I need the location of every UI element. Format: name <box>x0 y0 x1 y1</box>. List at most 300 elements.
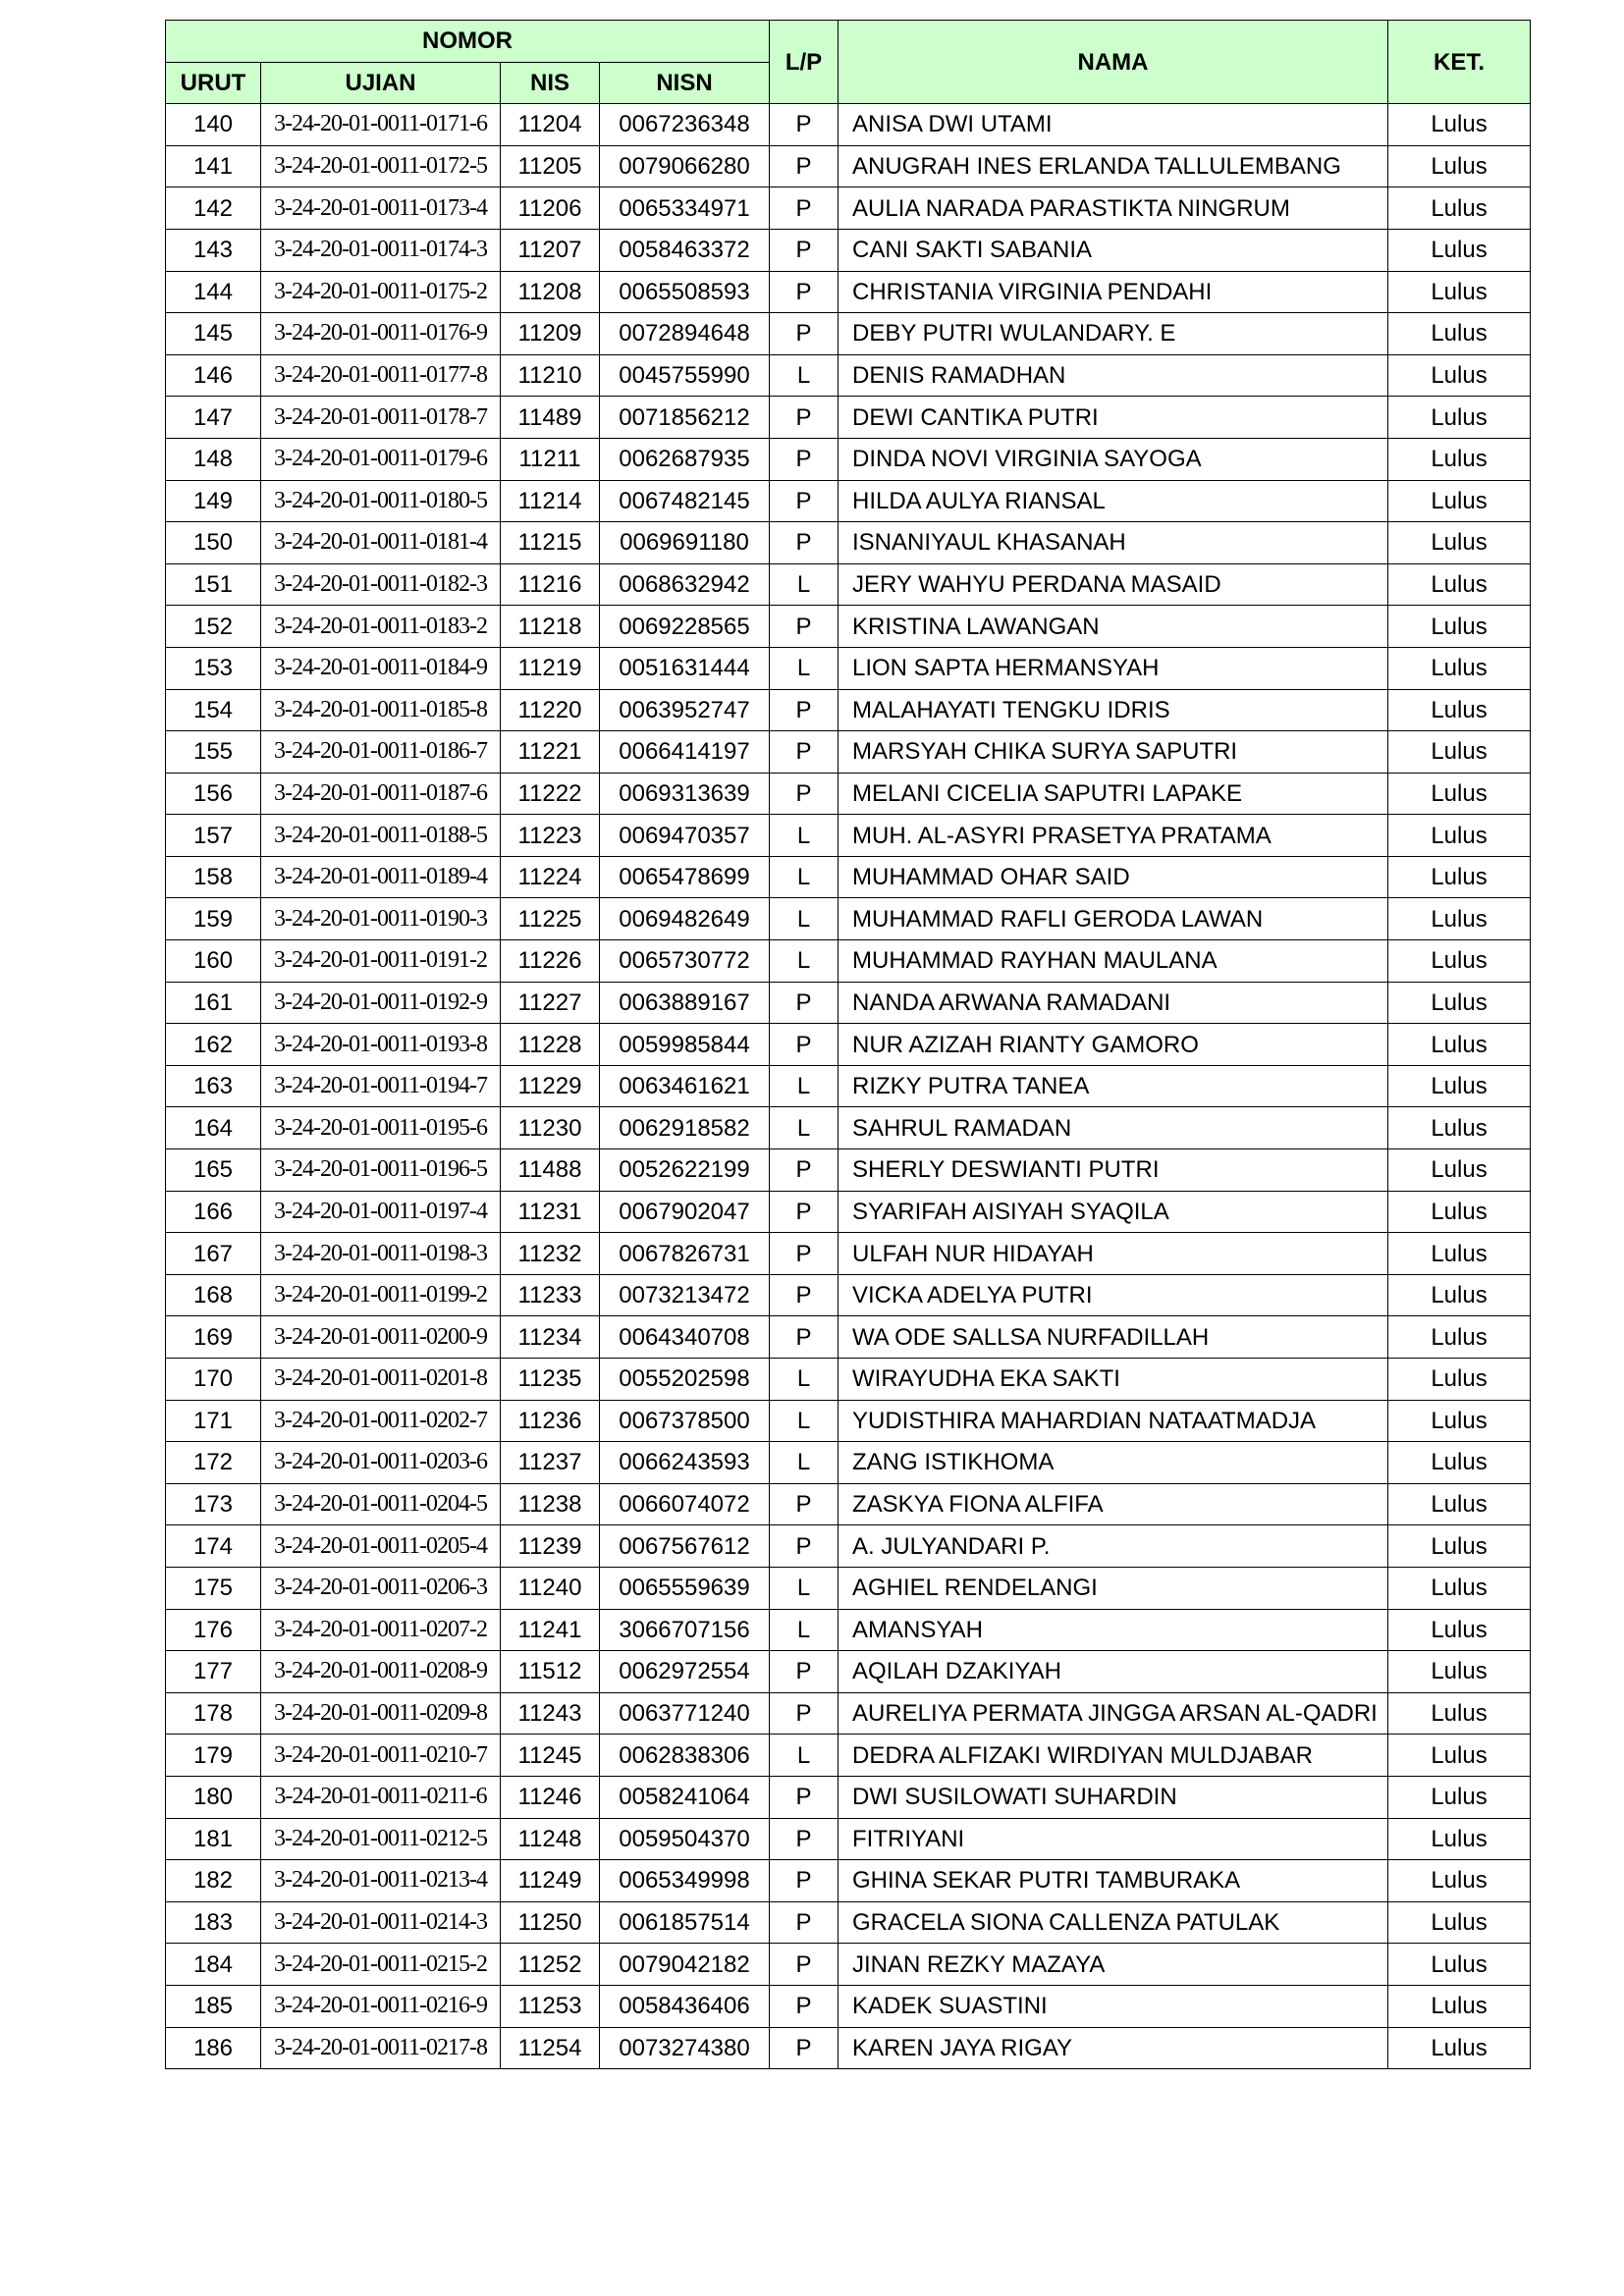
table-row <box>166 313 1531 355</box>
cell-lp: P <box>770 271 839 313</box>
cell-urut: 181 <box>166 1818 261 1860</box>
table-row <box>166 354 1531 397</box>
cell-ket: Lulus <box>1388 104 1531 146</box>
table-row <box>166 1400 1531 1442</box>
cell-nama: CHRISTANIA VIRGINIA PENDAHI <box>839 271 1388 313</box>
cell-ujian: 3-24-20-01-0011-0186-7 <box>261 731 501 774</box>
cell-urut: 148 <box>166 438 261 480</box>
table-row <box>166 856 1531 898</box>
cell-nis: 11234 <box>501 1316 600 1359</box>
cell-ket: Lulus <box>1388 480 1531 522</box>
header-lp: L/P <box>770 21 839 104</box>
cell-ket: Lulus <box>1388 354 1531 397</box>
table-row <box>166 1274 1531 1316</box>
cell-ket: Lulus <box>1388 1818 1531 1860</box>
cell-lp: L <box>770 898 839 940</box>
cell-nisn: 3066707156 <box>600 1609 770 1651</box>
cell-nisn: 0069313639 <box>600 773 770 815</box>
cell-nisn: 0062687935 <box>600 438 770 480</box>
cell-lp: P <box>770 1692 839 1735</box>
cell-nama: HILDA AULYA RIANSAL <box>839 480 1388 522</box>
cell-nis: 11253 <box>501 1985 600 2027</box>
cell-nis: 11240 <box>501 1567 600 1609</box>
cell-nama: DINDA NOVI VIRGINIA SAYOGA <box>839 438 1388 480</box>
cell-urut: 147 <box>166 397 261 439</box>
cell-nisn: 0062838306 <box>600 1735 770 1777</box>
cell-urut: 165 <box>166 1149 261 1192</box>
cell-nisn: 0066243593 <box>600 1442 770 1484</box>
cell-nis: 11250 <box>501 1901 600 1944</box>
table-row <box>166 1735 1531 1777</box>
cell-lp: P <box>770 731 839 774</box>
cell-nisn: 0058463372 <box>600 229 770 271</box>
cell-ujian: 3-24-20-01-0011-0211-6 <box>261 1776 501 1818</box>
cell-nis: 11211 <box>501 438 600 480</box>
cell-ket: Lulus <box>1388 1735 1531 1777</box>
cell-ujian: 3-24-20-01-0011-0196-5 <box>261 1149 501 1192</box>
cell-lp: P <box>770 522 839 564</box>
cell-urut: 162 <box>166 1024 261 1066</box>
cell-ujian: 3-24-20-01-0011-0171-6 <box>261 104 501 146</box>
cell-lp: L <box>770 563 839 606</box>
cell-nisn: 0058436406 <box>600 1985 770 2027</box>
cell-nis: 11215 <box>501 522 600 564</box>
cell-ujian: 3-24-20-01-0011-0199-2 <box>261 1274 501 1316</box>
cell-ujian: 3-24-20-01-0011-0183-2 <box>261 606 501 648</box>
cell-nama: LION SAPTA HERMANSYAH <box>839 647 1388 689</box>
cell-lp: P <box>770 1901 839 1944</box>
cell-nis: 11216 <box>501 563 600 606</box>
cell-nisn: 0055202598 <box>600 1359 770 1401</box>
cell-lp: L <box>770 1359 839 1401</box>
cell-ujian: 3-24-20-01-0011-0204-5 <box>261 1483 501 1525</box>
cell-ket: Lulus <box>1388 229 1531 271</box>
cell-nis: 11235 <box>501 1359 600 1401</box>
cell-lp: P <box>770 1149 839 1192</box>
table-row <box>166 1901 1531 1944</box>
table-header <box>166 21 1531 104</box>
cell-lp: L <box>770 940 839 983</box>
cell-nisn: 0067482145 <box>600 480 770 522</box>
table-row <box>166 145 1531 187</box>
cell-nis: 11231 <box>501 1191 600 1233</box>
cell-ket: Lulus <box>1388 1609 1531 1651</box>
table-row <box>166 815 1531 857</box>
cell-nisn: 0065730772 <box>600 940 770 983</box>
cell-nis: 11226 <box>501 940 600 983</box>
cell-lp: P <box>770 1024 839 1066</box>
cell-ujian: 3-24-20-01-0011-0214-3 <box>261 1901 501 1944</box>
cell-urut: 140 <box>166 104 261 146</box>
cell-urut: 150 <box>166 522 261 564</box>
cell-ket: Lulus <box>1388 1860 1531 1902</box>
cell-lp: P <box>770 689 839 731</box>
cell-lp: P <box>770 606 839 648</box>
cell-urut: 178 <box>166 1692 261 1735</box>
cell-nama: ANISA DWI UTAMI <box>839 104 1388 146</box>
cell-nama: GRACELA SIONA CALLENZA PATULAK <box>839 1901 1388 1944</box>
cell-nis: 11207 <box>501 229 600 271</box>
cell-nisn: 0065334971 <box>600 187 770 230</box>
cell-nis: 11230 <box>501 1107 600 1149</box>
cell-nama: ZANG ISTIKHOMA <box>839 1442 1388 1484</box>
cell-nama: A. JULYANDARI P. <box>839 1525 1388 1568</box>
cell-ujian: 3-24-20-01-0011-0217-8 <box>261 2027 501 2069</box>
cell-urut: 173 <box>166 1483 261 1525</box>
cell-ujian: 3-24-20-01-0011-0198-3 <box>261 1233 501 1275</box>
cell-nama: ISNANIYAUL KHASANAH <box>839 522 1388 564</box>
cell-nis: 11239 <box>501 1525 600 1568</box>
table-row <box>166 1233 1531 1275</box>
cell-nisn: 0063952747 <box>600 689 770 731</box>
cell-ket: Lulus <box>1388 1359 1531 1401</box>
cell-nama: DEWI CANTIKA PUTRI <box>839 397 1388 439</box>
cell-nama: JINAN REZKY MAZAYA <box>839 1944 1388 1986</box>
cell-nis: 11218 <box>501 606 600 648</box>
cell-lp: L <box>770 1442 839 1484</box>
cell-urut: 163 <box>166 1065 261 1107</box>
cell-nisn: 0067567612 <box>600 1525 770 1568</box>
cell-nisn: 0073274380 <box>600 2027 770 2069</box>
cell-lp: P <box>770 480 839 522</box>
cell-ket: Lulus <box>1388 815 1531 857</box>
cell-ket: Lulus <box>1388 1274 1531 1316</box>
cell-nama: ZASKYA FIONA ALFIFA <box>839 1483 1388 1525</box>
cell-urut: 169 <box>166 1316 261 1359</box>
cell-urut: 176 <box>166 1609 261 1651</box>
table-row <box>166 1651 1531 1693</box>
table-row <box>166 1191 1531 1233</box>
header-nis: NIS <box>501 62 600 104</box>
table-row <box>166 1776 1531 1818</box>
table-row <box>166 773 1531 815</box>
cell-ket: Lulus <box>1388 898 1531 940</box>
cell-nis: 11489 <box>501 397 600 439</box>
table-row <box>166 1359 1531 1401</box>
cell-nama: ANUGRAH INES ERLANDA TALLULEMBANG <box>839 145 1388 187</box>
cell-nisn: 0079042182 <box>600 1944 770 1986</box>
cell-nisn: 0067902047 <box>600 1191 770 1233</box>
cell-nisn: 0069482649 <box>600 898 770 940</box>
cell-ket: Lulus <box>1388 145 1531 187</box>
cell-ket: Lulus <box>1388 1692 1531 1735</box>
cell-urut: 146 <box>166 354 261 397</box>
cell-ujian: 3-24-20-01-0011-0180-5 <box>261 480 501 522</box>
cell-lp: L <box>770 647 839 689</box>
cell-nisn: 0052622199 <box>600 1149 770 1192</box>
cell-ket: Lulus <box>1388 438 1531 480</box>
header-urut: URUT <box>166 62 261 104</box>
header-ket: KET. <box>1388 21 1531 104</box>
cell-ujian: 3-24-20-01-0011-0207-2 <box>261 1609 501 1651</box>
cell-lp: P <box>770 397 839 439</box>
table-row <box>166 1567 1531 1609</box>
cell-nis: 11214 <box>501 480 600 522</box>
cell-urut: 142 <box>166 187 261 230</box>
cell-ket: Lulus <box>1388 1901 1531 1944</box>
table-body <box>166 104 1531 2069</box>
cell-nis: 11249 <box>501 1860 600 1902</box>
cell-nisn: 0065559639 <box>600 1567 770 1609</box>
table-row <box>166 1525 1531 1568</box>
cell-ket: Lulus <box>1388 856 1531 898</box>
cell-nis: 11233 <box>501 1274 600 1316</box>
cell-nis: 11246 <box>501 1776 600 1818</box>
cell-nisn: 0051631444 <box>600 647 770 689</box>
cell-ket: Lulus <box>1388 1525 1531 1568</box>
cell-ujian: 3-24-20-01-0011-0200-9 <box>261 1316 501 1359</box>
cell-ujian: 3-24-20-01-0011-0205-4 <box>261 1525 501 1568</box>
cell-nama: MARSYAH CHIKA SURYA SAPUTRI <box>839 731 1388 774</box>
header-nomor: NOMOR <box>166 21 770 63</box>
cell-nis: 11221 <box>501 731 600 774</box>
table-row <box>166 1316 1531 1359</box>
cell-urut: 166 <box>166 1191 261 1233</box>
cell-lp: L <box>770 1567 839 1609</box>
cell-ket: Lulus <box>1388 187 1531 230</box>
cell-lp: L <box>770 815 839 857</box>
cell-ket: Lulus <box>1388 1442 1531 1484</box>
cell-urut: 144 <box>166 271 261 313</box>
cell-urut: 153 <box>166 647 261 689</box>
cell-lp: L <box>770 1735 839 1777</box>
cell-urut: 186 <box>166 2027 261 2069</box>
cell-nis: 11248 <box>501 1818 600 1860</box>
cell-nis: 11238 <box>501 1483 600 1525</box>
cell-nis: 11237 <box>501 1442 600 1484</box>
cell-nis: 11243 <box>501 1692 600 1735</box>
cell-nisn: 0072894648 <box>600 313 770 355</box>
cell-nama: CANI SAKTI SABANIA <box>839 229 1388 271</box>
cell-ujian: 3-24-20-01-0011-0215-2 <box>261 1944 501 1986</box>
cell-urut: 182 <box>166 1860 261 1902</box>
cell-ujian: 3-24-20-01-0011-0197-4 <box>261 1191 501 1233</box>
cell-lp: P <box>770 1316 839 1359</box>
cell-ket: Lulus <box>1388 1149 1531 1192</box>
cell-nis: 11206 <box>501 187 600 230</box>
cell-urut: 183 <box>166 1901 261 1944</box>
cell-lp: P <box>770 1776 839 1818</box>
cell-ket: Lulus <box>1388 1483 1531 1525</box>
cell-ket: Lulus <box>1388 271 1531 313</box>
cell-urut: 185 <box>166 1985 261 2027</box>
cell-nis: 11241 <box>501 1609 600 1651</box>
cell-ket: Lulus <box>1388 1400 1531 1442</box>
table-row <box>166 982 1531 1024</box>
cell-nama: RIZKY PUTRA TANEA <box>839 1065 1388 1107</box>
cell-nisn: 0067236348 <box>600 104 770 146</box>
cell-ujian: 3-24-20-01-0011-0195-6 <box>261 1107 501 1149</box>
cell-ujian: 3-24-20-01-0011-0203-6 <box>261 1442 501 1484</box>
table-row <box>166 689 1531 731</box>
cell-lp: P <box>770 1233 839 1275</box>
cell-nama: DEBY PUTRI WULANDARY. E <box>839 313 1388 355</box>
cell-nama: AMANSYAH <box>839 1609 1388 1651</box>
cell-nis: 11245 <box>501 1735 600 1777</box>
table-row <box>166 271 1531 313</box>
cell-ujian: 3-24-20-01-0011-0206-3 <box>261 1567 501 1609</box>
cell-lp: P <box>770 229 839 271</box>
table-row <box>166 1149 1531 1192</box>
cell-nisn: 0061857514 <box>600 1901 770 1944</box>
cell-nama: SAHRUL RAMADAN <box>839 1107 1388 1149</box>
cell-nama: DENIS RAMADHAN <box>839 354 1388 397</box>
cell-ujian: 3-24-20-01-0011-0190-3 <box>261 898 501 940</box>
cell-nisn: 0063461621 <box>600 1065 770 1107</box>
cell-ket: Lulus <box>1388 731 1531 774</box>
cell-nisn: 0067826731 <box>600 1233 770 1275</box>
cell-ket: Lulus <box>1388 1567 1531 1609</box>
cell-lp: P <box>770 1944 839 1986</box>
cell-nis: 11220 <box>501 689 600 731</box>
cell-ujian: 3-24-20-01-0011-0173-4 <box>261 187 501 230</box>
table-row <box>166 1107 1531 1149</box>
cell-nis: 11223 <box>501 815 600 857</box>
cell-nama: MUH. AL-ASYRI PRASETYA PRATAMA <box>839 815 1388 857</box>
cell-lp: P <box>770 145 839 187</box>
cell-ket: Lulus <box>1388 606 1531 648</box>
cell-urut: 149 <box>166 480 261 522</box>
cell-nama: ULFAH NUR HIDAYAH <box>839 1233 1388 1275</box>
student-results-table <box>165 20 1531 2069</box>
cell-ket: Lulus <box>1388 1107 1531 1149</box>
cell-ujian: 3-24-20-01-0011-0178-7 <box>261 397 501 439</box>
cell-nisn: 0069691180 <box>600 522 770 564</box>
cell-nisn: 0045755990 <box>600 354 770 397</box>
cell-urut: 152 <box>166 606 261 648</box>
cell-ujian: 3-24-20-01-0011-0201-8 <box>261 1359 501 1401</box>
cell-nis: 11254 <box>501 2027 600 2069</box>
cell-nama: AGHIEL RENDELANGI <box>839 1567 1388 1609</box>
cell-urut: 167 <box>166 1233 261 1275</box>
cell-lp: P <box>770 1985 839 2027</box>
cell-lp: P <box>770 1274 839 1316</box>
cell-ujian: 3-24-20-01-0011-0192-9 <box>261 982 501 1024</box>
cell-urut: 179 <box>166 1735 261 1777</box>
cell-nama: DEDRA ALFIZAKI WIRDIYAN MULDJABAR <box>839 1735 1388 1777</box>
cell-lp: L <box>770 1107 839 1149</box>
cell-urut: 172 <box>166 1442 261 1484</box>
cell-lp: P <box>770 187 839 230</box>
cell-lp: P <box>770 438 839 480</box>
cell-nisn: 0065478699 <box>600 856 770 898</box>
cell-nis: 11229 <box>501 1065 600 1107</box>
cell-nis: 11208 <box>501 271 600 313</box>
cell-nama: KRISTINA LAWANGAN <box>839 606 1388 648</box>
table-row <box>166 731 1531 774</box>
table-row <box>166 1692 1531 1735</box>
cell-lp: L <box>770 856 839 898</box>
cell-nisn: 0059985844 <box>600 1024 770 1066</box>
cell-nisn: 0069228565 <box>600 606 770 648</box>
cell-nama: GHINA SEKAR PUTRI TAMBURAKA <box>839 1860 1388 1902</box>
cell-ujian: 3-24-20-01-0011-0202-7 <box>261 1400 501 1442</box>
cell-nisn: 0073213472 <box>600 1274 770 1316</box>
cell-urut: 177 <box>166 1651 261 1693</box>
cell-nisn: 0063771240 <box>600 1692 770 1735</box>
cell-lp: P <box>770 1483 839 1525</box>
cell-ujian: 3-24-20-01-0011-0191-2 <box>261 940 501 983</box>
cell-nis: 11227 <box>501 982 600 1024</box>
cell-nama: NANDA ARWANA RAMADANI <box>839 982 1388 1024</box>
header-nama: NAMA <box>839 21 1388 104</box>
cell-ket: Lulus <box>1388 647 1531 689</box>
cell-nama: MUHAMMAD RAFLI GERODA LAWAN <box>839 898 1388 940</box>
cell-nisn: 0065349998 <box>600 1860 770 1902</box>
cell-nama: VICKA ADELYA PUTRI <box>839 1274 1388 1316</box>
cell-ket: Lulus <box>1388 1985 1531 2027</box>
table-row <box>166 940 1531 983</box>
cell-urut: 158 <box>166 856 261 898</box>
cell-ket: Lulus <box>1388 1651 1531 1693</box>
cell-ujian: 3-24-20-01-0011-0212-5 <box>261 1818 501 1860</box>
cell-nis: 11252 <box>501 1944 600 1986</box>
table-row <box>166 898 1531 940</box>
cell-lp: L <box>770 1400 839 1442</box>
cell-nis: 11210 <box>501 354 600 397</box>
cell-urut: 155 <box>166 731 261 774</box>
table-row <box>166 647 1531 689</box>
cell-nama: MUHAMMAD RAYHAN MAULANA <box>839 940 1388 983</box>
cell-ujian: 3-24-20-01-0011-0185-8 <box>261 689 501 731</box>
table-row <box>166 2027 1531 2069</box>
table-row <box>166 563 1531 606</box>
cell-ket: Lulus <box>1388 1944 1531 1986</box>
cell-ujian: 3-24-20-01-0011-0175-2 <box>261 271 501 313</box>
cell-nis: 11225 <box>501 898 600 940</box>
cell-ket: Lulus <box>1388 982 1531 1024</box>
cell-ujian: 3-24-20-01-0011-0209-8 <box>261 1692 501 1735</box>
cell-lp: P <box>770 1525 839 1568</box>
cell-lp: P <box>770 1860 839 1902</box>
cell-ket: Lulus <box>1388 1316 1531 1359</box>
cell-nisn: 0063889167 <box>600 982 770 1024</box>
table-row <box>166 480 1531 522</box>
cell-lp: P <box>770 1818 839 1860</box>
cell-ujian: 3-24-20-01-0011-0184-9 <box>261 647 501 689</box>
header-ujian: UJIAN <box>261 62 501 104</box>
cell-nama: MELANI CICELIA SAPUTRI LAPAKE <box>839 773 1388 815</box>
cell-nama: AULIA NARADA PARASTIKTA NINGRUM <box>839 187 1388 230</box>
cell-nis: 11512 <box>501 1651 600 1693</box>
cell-nisn: 0065508593 <box>600 271 770 313</box>
cell-urut: 157 <box>166 815 261 857</box>
cell-ket: Lulus <box>1388 1776 1531 1818</box>
cell-nis: 11236 <box>501 1400 600 1442</box>
cell-urut: 180 <box>166 1776 261 1818</box>
cell-urut: 154 <box>166 689 261 731</box>
cell-nama: KAREN JAYA RIGAY <box>839 2027 1388 2069</box>
cell-nisn: 0069470357 <box>600 815 770 857</box>
cell-nama: DWI SUSILOWATI SUHARDIN <box>839 1776 1388 1818</box>
table-row <box>166 1860 1531 1902</box>
header-nisn: NISN <box>600 62 770 104</box>
cell-lp: P <box>770 1191 839 1233</box>
cell-ket: Lulus <box>1388 940 1531 983</box>
table-row <box>166 438 1531 480</box>
cell-nisn: 0068632942 <box>600 563 770 606</box>
cell-ket: Lulus <box>1388 1191 1531 1233</box>
cell-nis: 11222 <box>501 773 600 815</box>
cell-ujian: 3-24-20-01-0011-0213-4 <box>261 1860 501 1902</box>
cell-nama: YUDISTHIRA MAHARDIAN NATAATMADJA <box>839 1400 1388 1442</box>
cell-ujian: 3-24-20-01-0011-0210-7 <box>261 1735 501 1777</box>
cell-nisn: 0067378500 <box>600 1400 770 1442</box>
cell-nama: SYARIFAH AISIYAH SYAQILA <box>839 1191 1388 1233</box>
cell-nis: 11209 <box>501 313 600 355</box>
cell-nis: 11224 <box>501 856 600 898</box>
cell-ujian: 3-24-20-01-0011-0179-6 <box>261 438 501 480</box>
